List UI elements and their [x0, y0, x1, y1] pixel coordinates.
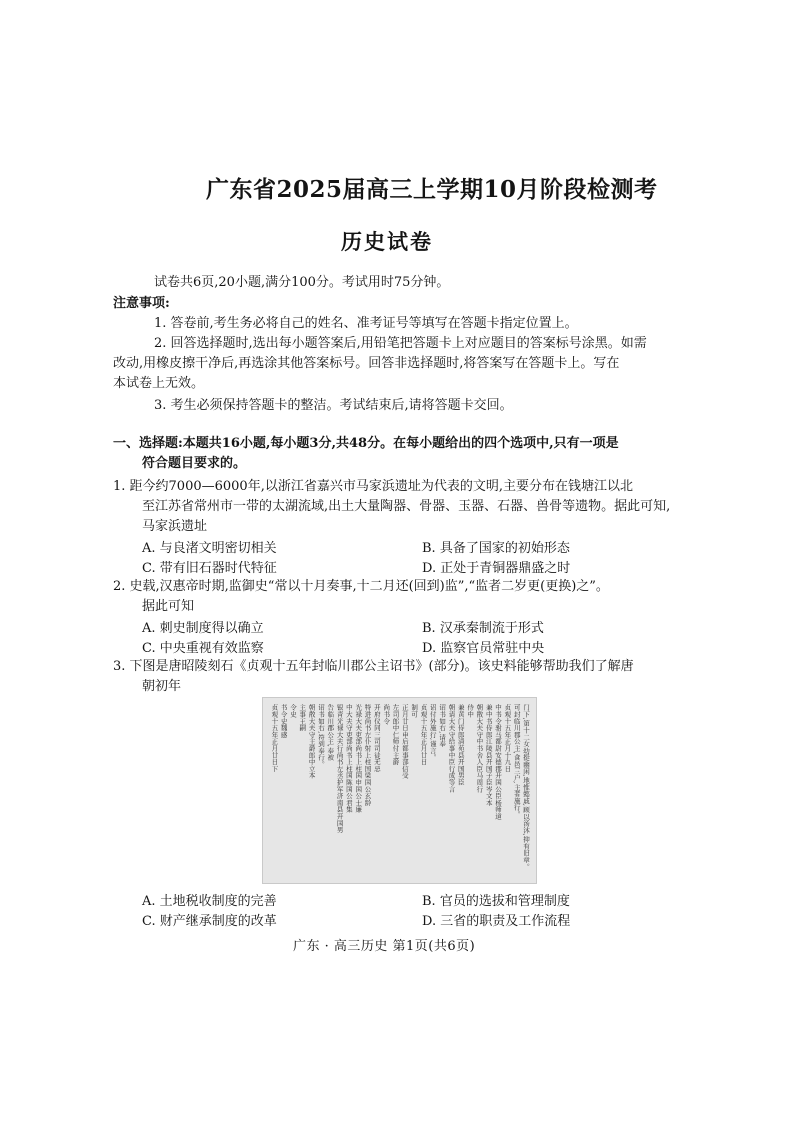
edict-column: 银青光禄大夫行尚书左丞护军济南县开国男	[335, 704, 344, 834]
q1-stem-line1: 1. 距今约7000—6000年,以浙江省嘉兴市马家浜遗址为代表的文明,主要分布在钱塘江以北	[113, 479, 633, 494]
q3-stem-line1: 3. 下图是唐昭陵刻石《贞观十五年封临川郡公主诏书》(部分)。该史料能够帮助我们了解唐	[113, 659, 634, 674]
exam-title: 广东省2025届高三上学期10月阶段检测考	[206, 176, 658, 203]
edict-column: 中书令驸马都尉安德郡开国公臣杨师道	[494, 704, 503, 820]
edict-column: 左司郎中仁师付主爵	[391, 704, 400, 766]
edict-column: 兼中书侍郎江陵县开国子臣岑文本	[484, 704, 493, 806]
q3-option-b: B. 官员的选拔和管理制度	[422, 894, 570, 909]
section-heading-line2: 符合题目要求的。	[142, 456, 247, 471]
edict-column: 主事王嗣	[298, 704, 307, 732]
edict-column: 诏付外施行,谨言。	[428, 704, 437, 761]
notice-item-2-line3: 本试卷上无效。	[113, 376, 205, 391]
q3-stem-line2: 朝初年	[142, 679, 182, 694]
edict-column: 书令史魏感	[279, 704, 288, 738]
edict-column: 光禄大夫吏部尚书上柱国申国公士廉	[354, 704, 363, 813]
edict-column: 贞观十五年正月廿日下	[270, 704, 279, 772]
notice-item-2-line2: 改动,用橡皮擦干净后,再选涂其他答案标号。回答非选择题时,将答案写在答题卡上。写在	[113, 356, 620, 371]
exam-info: 试卷共6页,20小题,满分100分。考试用时75分钟。	[154, 275, 450, 290]
edict-column: 正月廿日申后都事部信受	[400, 704, 409, 779]
section-heading-line1: 一、选择题:本题共16小题,每小题3分,共48分。在每小题给出的四个选项中,只有一项是	[113, 436, 619, 451]
edict-column: 开府仪同三司司徒无忌	[372, 704, 381, 772]
notice-heading: 注意事项:	[113, 296, 170, 311]
edict-column: 朝请大夫守给事中臣行成等言	[447, 704, 456, 793]
q2-option-b: B. 汉承秦制流于形式	[422, 621, 544, 636]
edict-column: 兼黄门侍郎清苑县开国男臣	[456, 704, 465, 786]
q2-stem-line2: 据此可知	[142, 599, 195, 614]
edict-column: 门下,第十二女幼挺幽闲,地惟懿戚,顾以汤沐,抑有旧章。	[522, 704, 530, 870]
q1-option-a: A. 与良渚文明密切相关	[142, 541, 277, 556]
q2-stem-line1: 2. 史载,汉惠帝时期,监御史“常以十月奏事,十二月还(回到)监”,“监者二岁更(更换)之”。	[113, 579, 609, 594]
q1-option-c: C. 带有旧石器时代特征	[142, 561, 277, 576]
edict-column: 特进尚书左仆射上柱国梁国公玄龄	[363, 704, 372, 806]
notice-item-3: 3. 考生必须保持答题卡的整洁。考试结束后,请将答题卡交回。	[154, 398, 513, 413]
edict-column: 诏书如右,符到奉行。	[316, 704, 325, 768]
edict-column: 朝散大夫守中书舍人臣马周行	[475, 704, 484, 793]
q3-option-c: C. 财产继承制度的改革	[142, 914, 277, 929]
notice-item-2-line1: 2. 回答选择题时,选出每小题答案后,用铅笔把答题卡上对应题目的答案标号涂黑。如需	[154, 336, 647, 351]
edict-column: 侍中	[466, 704, 475, 718]
edict-column: 可封临川郡公主,食邑三户,主者施行。	[512, 704, 521, 818]
q1-option-b: B. 具备了国家的初始形态	[422, 541, 570, 556]
page-footer: 广东 · 高三历史 第1页(共6页)	[293, 939, 476, 954]
q1-stem-line2: 至江苏省常州市一带的太湖流域,出土大量陶器、骨器、玉器、石器、兽骨等遗物。据此可知,	[142, 499, 671, 514]
edict-column: 贞观十五年正月廿日	[419, 704, 428, 766]
q1-stem-line3: 马家浜遗址	[142, 519, 208, 534]
notice-item-1: 1. 答卷前,考生务必将自己的姓名、准考证号等填写在答题卡指定位置上。	[154, 316, 578, 331]
q3-option-a: A. 土地税收制度的完善	[142, 894, 277, 909]
q2-option-a: A. 刺史制度得以确立	[142, 621, 264, 636]
exam-subtitle: 历史试卷	[341, 229, 433, 254]
edict-column: 尚书令	[382, 704, 391, 725]
edict-column: 制可	[410, 704, 419, 718]
edict-column: 中大夫守吏部尚书上柱国陈国公君集	[344, 704, 353, 813]
edict-image	[262, 697, 537, 884]
edict-column: 告临川郡公主,奉被	[326, 704, 335, 761]
q2-option-c: C. 中央重视有效监察	[142, 641, 264, 656]
q3-option-d: D. 三省的职责及工作流程	[422, 914, 571, 929]
edict-column: 贞观十五年正月十九日	[503, 704, 512, 772]
edict-column: 诏书如右,请奉	[438, 704, 447, 748]
q2-option-d: D. 监察官员常驻中央	[422, 641, 545, 656]
edict-column: 朝散大夫守主爵郎中立本	[307, 704, 316, 779]
q1-option-d: D. 正处于青铜器鼎盛之时	[422, 561, 571, 576]
edict-column: 令史	[288, 704, 297, 718]
